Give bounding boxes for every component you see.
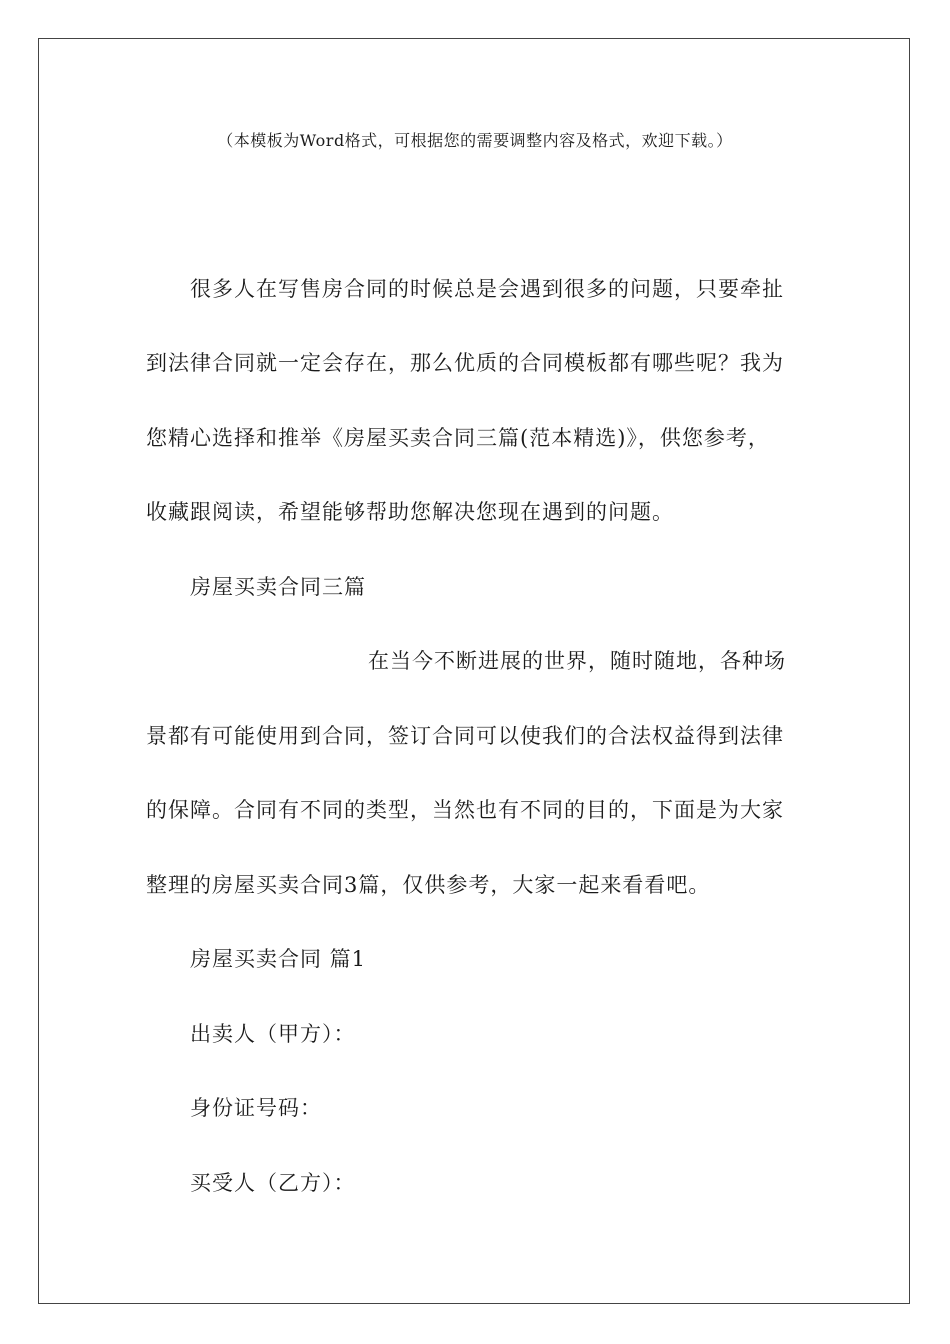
intro-line-1: 很多人在写售房合同的时候总是会遇到很多的问题，只要牵扯 xyxy=(190,277,784,301)
field-seller: 出卖人（甲方）： xyxy=(190,1022,356,1046)
section-title: 房屋买卖合同三篇 xyxy=(190,575,366,599)
preface-line-2: 景都有可能使用到合同，签订合同可以使我们的合法权益得到法律 xyxy=(146,724,784,748)
template-note: （本模板为Word格式，可根据您的需要调整内容及格式，欢迎下载。） xyxy=(217,131,733,150)
field-id-number: 身份证号码： xyxy=(190,1096,322,1120)
preface-line-4: 整理的房屋买卖合同3篇，仅供参考，大家一起来看看吧。 xyxy=(146,873,711,897)
field-buyer: 买受人（乙方）： xyxy=(190,1171,356,1195)
contract-heading: 房屋买卖合同 篇1 xyxy=(190,947,367,971)
preface-line-1: 在当今不断进展的世界，随时随地，各种场 xyxy=(368,649,786,673)
preface-line-3: 的保障。合同有不同的类型，当然也有不同的目的，下面是为大家 xyxy=(146,798,784,822)
intro-line-2: 到法律合同就一定会存在，那么优质的合同模板都有哪些呢？我为 xyxy=(146,351,784,375)
intro-line-4: 收藏跟阅读，希望能够帮助您解决您现在遇到的问题。 xyxy=(146,500,674,524)
intro-line-3: 您精心选择和推举《房屋买卖合同三篇(范本精选)》，供您参考， xyxy=(146,426,770,450)
